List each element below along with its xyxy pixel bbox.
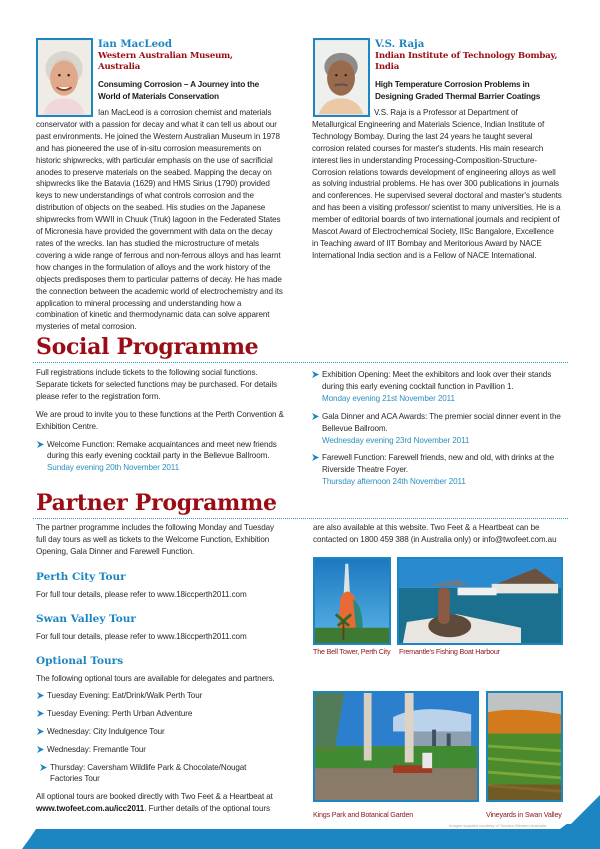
speaker-bio: Ian MacLeod is a corrosion chemist and materials conservator with a passion for decay and what it can tell us about our past environments. He joined the Western Australian Museum in 1978 and has pioneered the use of in-situ corrosion measurements on historic shipwrecks, with particular emphasis on the use of sacrificial anodes to preserve materials on the seabed. Mapping the decay on shipwrecks like the Batavia (1629) and HMS Sirius (1790) provided keys to new understandings of what controls corrosion and the distribution of objects on the seabed. His studies on the Japanese shipwrecks from WWII in Chuuk (Truk) lagoon in the Federated States of Micronesia have provided the government with data on the decay rates of the wrecks. Ian has studied the microstructure of metals covering a wide range of ferrous and non-ferrous alloys and has learnt how changes in the formulation of alloys and the work history of the objects predisposes them to particular patterns of decay. He has made the connection between the academic world of electrochemistry and its application to mineral processing and understanding how a combination of kinetic and thermodynamic data can solve apparent mysteries of metal corrosion.: [36, 108, 283, 332]
partner-intro: The partner programme includes the following Monday and Tuesday full day tours as well as tickets to the Welcome Function, Exhibition Opening, Gala Dinner and Farewell Function.: [36, 523, 274, 556]
arrow-bullet-icon: [36, 440, 45, 449]
bell-tower-image: [315, 559, 389, 643]
event-date: Wednesday evening 23rd November 2011: [322, 435, 470, 445]
event-description: Welcome Function: Remake acquaintances and meet new friends during this early evening cocktail party in the Bellevue Ballroom.: [47, 439, 277, 461]
speaker-photo-raja: [313, 38, 370, 117]
event-date: Thursday afternoon 24th November 2011: [322, 477, 466, 487]
speaker-affiliation: Western Australian Museum, Australia: [98, 51, 233, 72]
arrow-bullet-icon: [311, 412, 320, 421]
arrow-bullet-icon: [311, 370, 320, 379]
speaker-bio: V.S. Raja is a Professor at Department of Metallurgical Engineering and Materials Science, Indian Institute of Technology Bombay. During the last 24 years he taught several corrosion related courses for master's students. His main research interest lies in understanding Processing-Composition-Structure-Corrosion relations towards development of engineering alloys as well as solving industrial problems. He has over 300 publications in journals and conferences. He supervised several doctoral and master's students and has been a visiting professor/ scientist to many universities. He is a member of editorial boards of two international journals and recipient of Mascot Award of Electrochemical Society, IISc Bangalore, Excellence in Teaching award of IIT Bombay and Meritorious Award by NACE International India section and is a Fellow of NACE International.: [312, 108, 562, 260]
vineyard-image: [488, 693, 561, 800]
speaker-name: V.S. Raja: [375, 38, 425, 50]
social-left-column: [36, 367, 288, 480]
speaker-affiliation: Indian Institute of Technology Bombay, India: [375, 51, 558, 72]
footer-band: [0, 824, 600, 849]
photo-credit: Images supplied courtesy of Tourism Western Australia: [449, 823, 547, 828]
portrait-icon: [38, 40, 91, 115]
section-divider: [33, 362, 568, 363]
booking-text: All optional tours are booked directly with Two Feet & a Heartbeat at: [36, 792, 273, 802]
portrait-icon: [315, 40, 368, 115]
event-description: Gala Dinner and ACA Awards: The premier social dinner event in the Bellevue Ballroom.: [322, 411, 561, 433]
social-intro-1: Full registrations include tickets to the following social functions. Separate tickets for selected functions may be purchased. For details please refer to the registration form.: [36, 368, 277, 401]
optional-tours-continued: are also available at this website. Two Feet & a Heartbeat can be contacted on 1800 459 388 (in Australia only) or info@twofeet.com.au: [313, 523, 557, 544]
optional-tour-label: Tuesday Evening: Perth Urban Adventure: [47, 708, 193, 718]
partner-programme-heading: Partner Programme: [36, 490, 277, 516]
arrow-bullet-icon: [36, 727, 45, 736]
optional-tour-item: [36, 744, 286, 756]
optional-tour-item: [36, 762, 251, 786]
event-description: Exhibition Opening: Meet the exhibitors and look over their stands during this early evening cocktail function in Pavillion 1.: [322, 370, 552, 391]
social-event: [311, 411, 573, 447]
optional-tours-heading: Optional Tours: [36, 655, 124, 667]
social-event: [36, 439, 288, 475]
event-description: Farewell Function: Farewell friends, new and old, with drinks at the Riverside Theatre Foyer.: [322, 453, 555, 475]
section-divider: [33, 518, 568, 519]
event-date: Sunday evening 20th November 2011: [47, 463, 179, 473]
social-event: [311, 452, 573, 488]
social-event: [311, 369, 573, 405]
optional-tour-label: Wednesday: City Indulgence Tour: [47, 726, 165, 736]
talk-title: High Temperature Corrosion Problems in Designing Graded Thermal Barrier Coatings: [375, 79, 541, 101]
photo-caption: Fremantle's Fishing Boat Harbour: [399, 647, 500, 656]
social-intro-2: We are proud to invite you to these functions at the Perth Convention & Exhibition Centre.: [36, 409, 284, 431]
swan-valley-tour-heading: Swan Valley Tour: [36, 613, 136, 625]
speaker-name: Ian MacLeod: [98, 38, 172, 50]
booking-link[interactable]: www.twofeet.com.au/icc2011: [36, 804, 145, 814]
arrow-bullet-icon: [36, 745, 45, 754]
booking-text-tail: . Further details of the optional tours: [144, 804, 270, 814]
fishing-harbour-image: [399, 559, 561, 643]
speaker-photo-macleod: [36, 38, 93, 117]
perth-city-tour-heading: Perth City Tour: [36, 571, 126, 583]
photo-caption: Kings Park and Botanical Garden: [313, 810, 414, 819]
kings-park-image: [315, 693, 477, 800]
optional-tours-intro: The following optional tours are available for delegates and partners.: [36, 674, 275, 683]
optional-tour-label: Wednesday: Fremantle Tour: [47, 744, 146, 754]
talk-title: Consuming Corrosion – A Journey into the World of Materials Conservation: [98, 79, 260, 101]
photo-kings-park: [313, 691, 479, 802]
optional-tour-item: [36, 690, 286, 702]
perth-city-tour-text: For full tour details, please refer to www.18iccperth2011.com: [36, 590, 247, 599]
photo-fremantle-harbour: [397, 557, 563, 645]
optional-tour-item: [36, 708, 286, 720]
optional-tours-block: [36, 673, 286, 815]
photo-caption: Vineyards in Swan Valley: [486, 810, 562, 819]
photo-bell-tower: [313, 557, 391, 645]
optional-tour-label: Tuesday Evening: Eat/Drink/Walk Perth Tour: [47, 690, 203, 700]
photo-caption: The Bell Tower, Perth City: [313, 647, 391, 656]
event-date: Monday evening 21st November 2011: [322, 393, 455, 403]
optional-tours-booking: [36, 791, 286, 815]
photo-swan-valley: [486, 691, 563, 802]
corner-accent: [570, 795, 600, 825]
arrow-bullet-icon: [39, 763, 48, 772]
arrow-bullet-icon: [36, 709, 45, 718]
arrow-bullet-icon: [311, 453, 320, 462]
arrow-bullet-icon: [36, 691, 45, 700]
social-right-column: [311, 369, 573, 494]
optional-tour-label: Thursday: Caversham Wildlife Park & Chocolate/Nougat Factories Tour: [50, 762, 247, 784]
swan-valley-tour-text: For full tour details, please refer to www.18iccperth2011.com: [36, 632, 247, 641]
social-programme-heading: Social Programme: [36, 334, 259, 360]
optional-tour-item: [36, 726, 286, 738]
